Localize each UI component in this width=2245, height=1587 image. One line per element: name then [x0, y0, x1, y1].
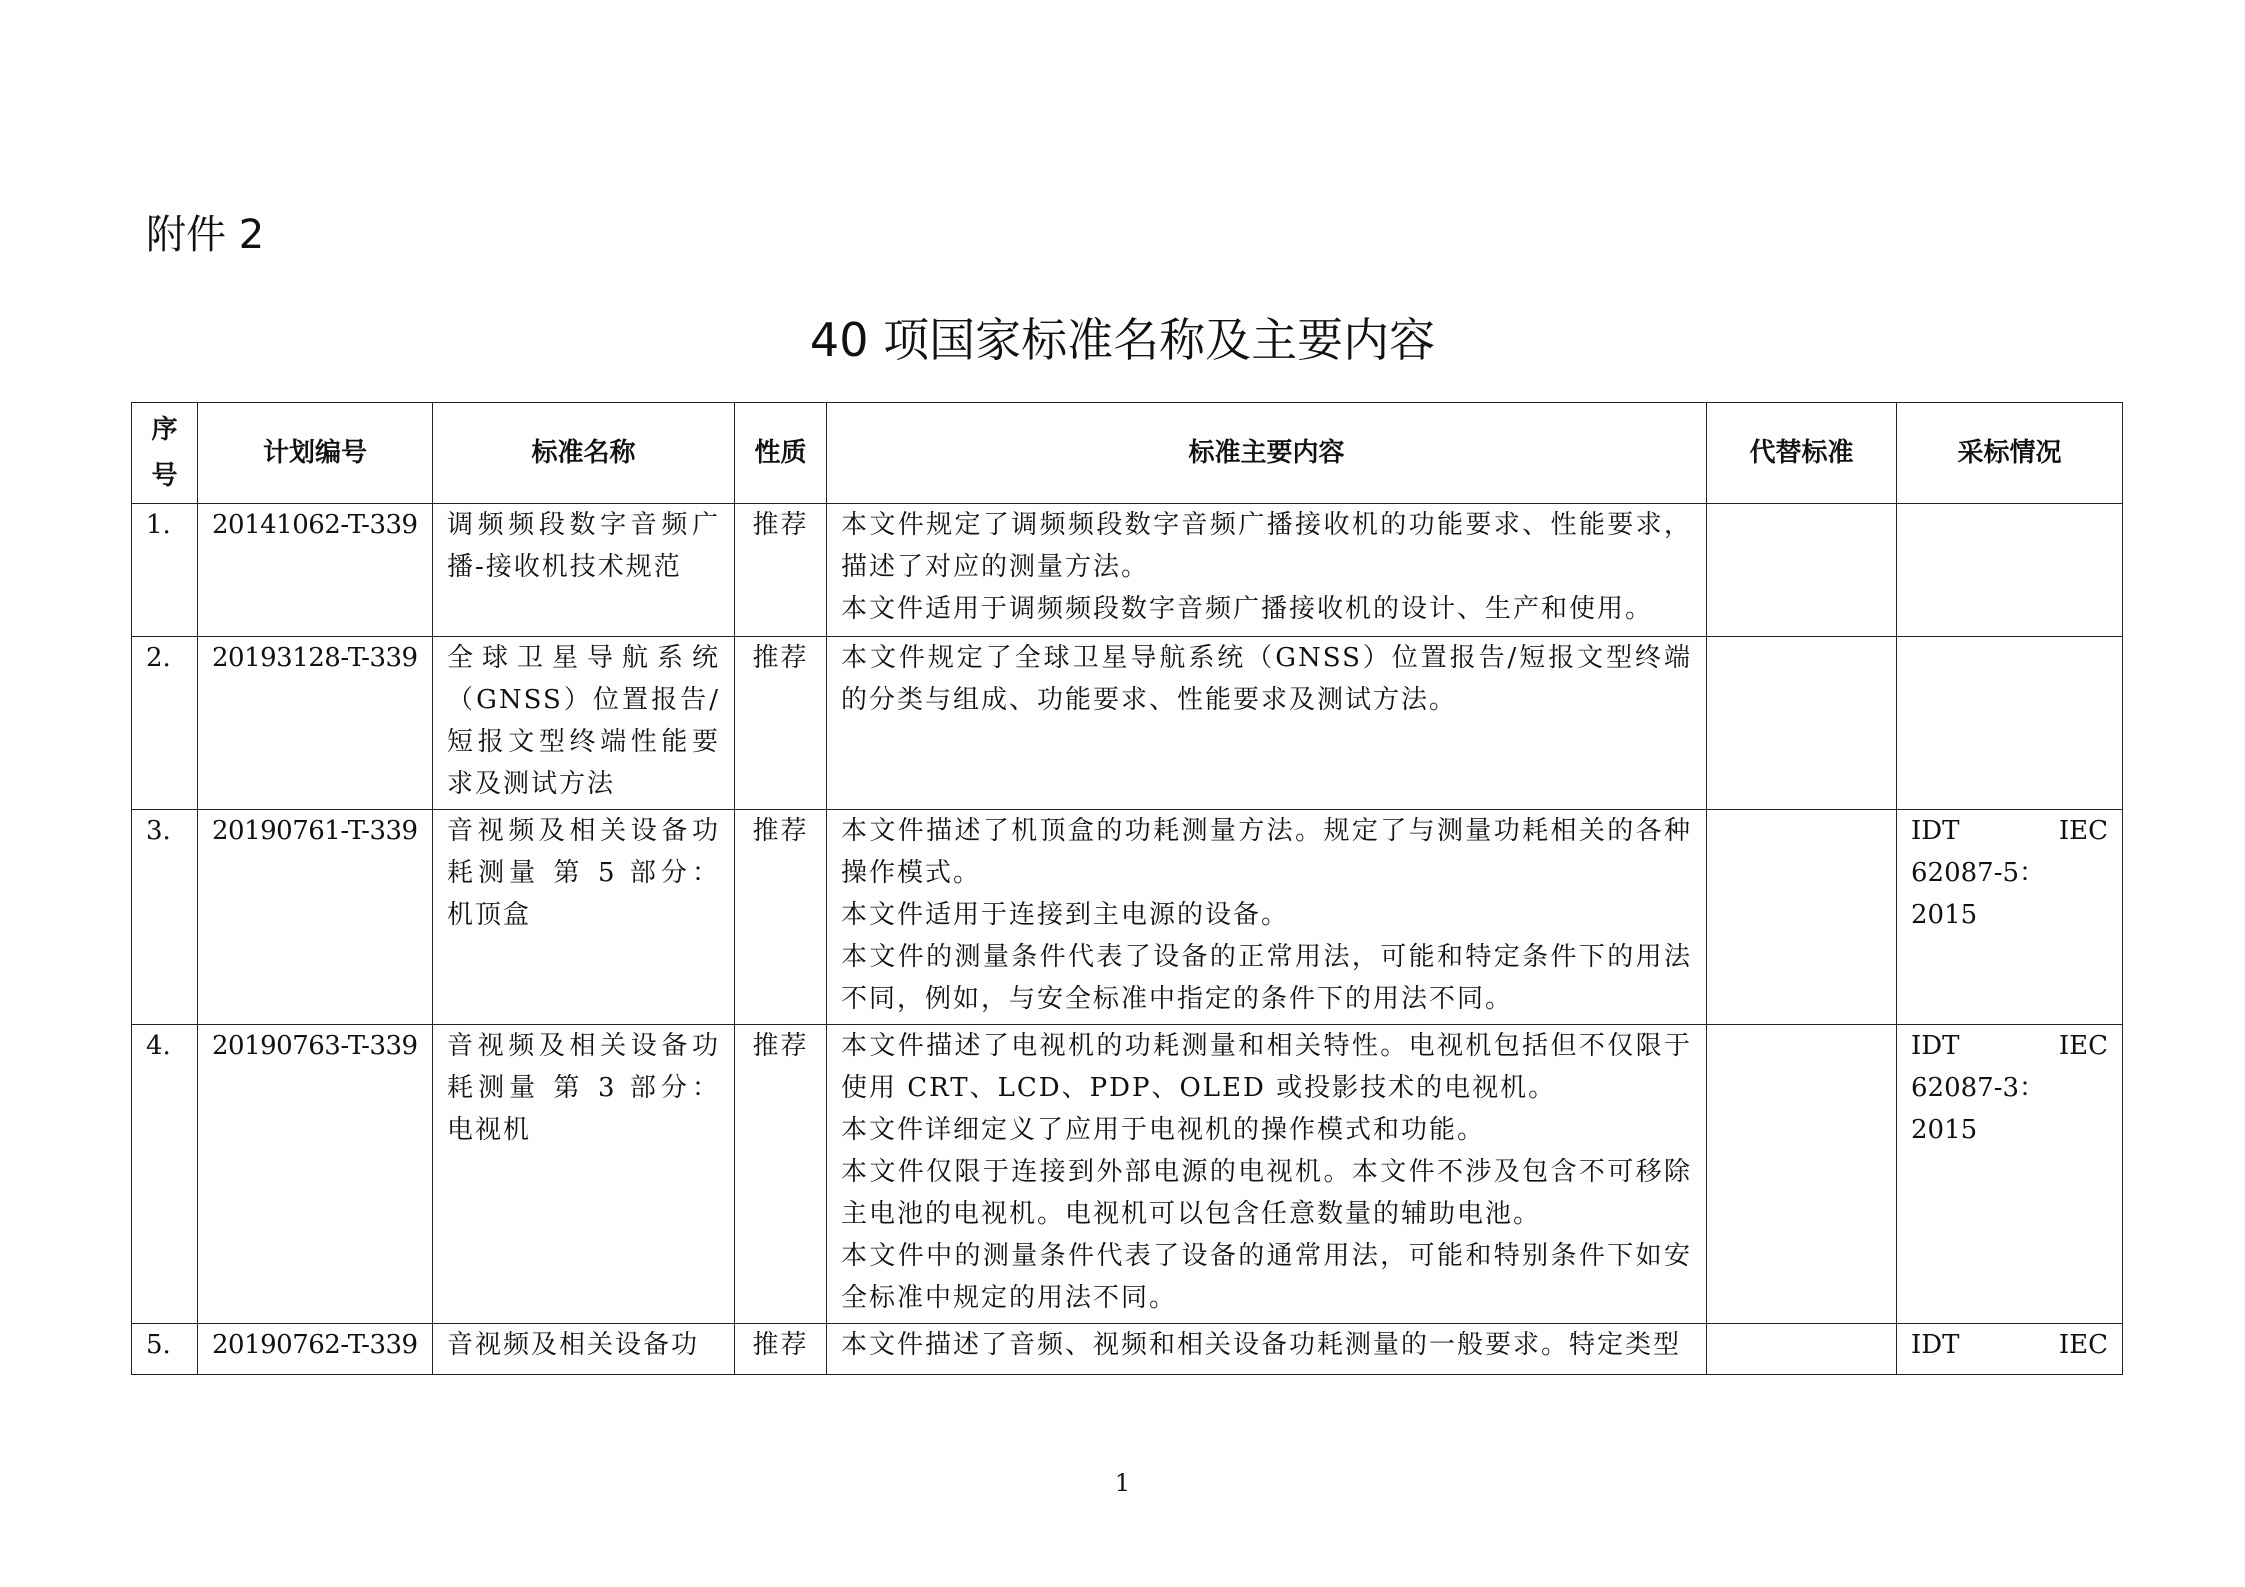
cell-name: 调频频段数字音频广播-接收机技术规范: [433, 504, 735, 637]
header-adoption: 采标情况: [1897, 403, 2123, 504]
table-row: [132, 504, 2123, 637]
cell-no: 1.: [132, 504, 198, 637]
content-paragraph: 本文件规定了全球卫星导航系统（GNSS）位置报告/短报文型终端的分类与组成、功能要求、性能要求及测试方法。: [841, 643, 1692, 715]
adoption-line: [1911, 810, 2108, 852]
cell-content: [827, 504, 1707, 637]
content-paragraph: 本文件的测量条件代表了设备的正常用法，可能和特定条件下的用法不同，例如，与安全标准中指定的条件下的用法不同。: [841, 942, 1692, 1014]
cell-replaces: [1707, 1025, 1897, 1324]
table-row: [132, 1025, 2123, 1324]
attachment-label: 附件 2: [146, 212, 265, 258]
adoption-org: IEC: [2058, 1031, 2108, 1061]
cell-no: 4.: [132, 1025, 198, 1324]
content-paragraph: 本文件描述了电视机的功耗测量和相关特性。电视机包括但不仅限于使用 CRT、LCD、PDP、OLED 或投影技术的电视机。: [841, 1031, 1692, 1103]
cell-nature: 推荐: [735, 637, 827, 810]
cell-no: 3.: [132, 810, 198, 1025]
header-content: 标准主要内容: [827, 403, 1707, 504]
cell-nature: 推荐: [735, 1324, 827, 1375]
cell-plan-no: 20190761-T-339: [198, 810, 433, 1025]
document-title: 40 项国家标准名称及主要内容: [809, 313, 1436, 367]
cell-adoption: [1897, 1324, 2123, 1375]
cell-adoption: [1897, 1025, 2123, 1324]
standards-table: [131, 402, 2123, 1375]
cell-replaces: [1707, 637, 1897, 810]
cell-adoption: [1897, 810, 2123, 1025]
cell-plan-no: 20141062-T-339: [198, 504, 433, 637]
table-row: [132, 1324, 2123, 1375]
table-row: [132, 810, 2123, 1025]
cell-content: [827, 1324, 1707, 1375]
content-paragraph: 本文件详细定义了应用于电视机的操作模式和功能。: [841, 1115, 1486, 1145]
header-name: 标准名称: [433, 403, 735, 504]
cell-nature: 推荐: [735, 504, 827, 637]
content-paragraph: 本文件适用于调频频段数字音频广播接收机的设计、生产和使用。: [841, 594, 1654, 624]
cell-plan-no: 20190763-T-339: [198, 1025, 433, 1324]
content-paragraph: 本文件规定了调频频段数字音频广播接收机的功能要求、性能要求，描述了对应的测量方法。: [841, 510, 1692, 582]
table-header-row: [132, 403, 2123, 504]
cell-no: 2.: [132, 637, 198, 810]
cell-adoption: [1897, 637, 2123, 810]
header-seq-line2: 号: [151, 461, 178, 491]
adoption-org: IEC: [2058, 816, 2108, 846]
cell-nature: 推荐: [735, 1025, 827, 1324]
content-paragraph: 本文件仅限于连接到外部电源的电视机。本文件不涉及包含不可移除主电池的电视机。电视机可以包含任意数量的辅助电池。: [841, 1157, 1692, 1229]
cell-replaces: [1707, 1324, 1897, 1375]
content-paragraph: 本文件描述了音频、视频和相关设备功耗测量的一般要求。特定类型: [841, 1330, 1682, 1360]
header-replaces: 代替标准: [1707, 403, 1897, 504]
content-paragraph: 本文件适用于连接到主电源的设备。: [841, 900, 1290, 930]
cell-content: [827, 1025, 1707, 1324]
cell-name: 音视频及相关设备功: [433, 1324, 735, 1375]
cell-nature: 推荐: [735, 810, 827, 1025]
cell-name: 音视频及相关设备功耗测量 第 3 部分：电视机: [433, 1025, 735, 1324]
cell-plan-no: 20190762-T-339: [198, 1324, 433, 1375]
cell-content: [827, 810, 1707, 1025]
adoption-standard: 62087-3：2015: [1911, 1073, 2046, 1145]
cell-replaces: [1707, 504, 1897, 637]
content-paragraph: 本文件描述了机顶盒的功耗测量方法。规定了与测量功耗相关的各种操作模式。: [841, 816, 1692, 888]
adoption-type: IDT: [1911, 816, 1960, 846]
cell-adoption: [1897, 504, 2123, 637]
adoption-org: IEC: [2058, 1330, 2108, 1360]
page-number: 1: [1114, 1469, 1131, 1497]
cell-name: 音视频及相关设备功耗测量 第 5 部分：机顶盒: [433, 810, 735, 1025]
table-row: [132, 637, 2123, 810]
header-plan-no: 计划编号: [198, 403, 433, 504]
cell-plan-no: 20193128-T-339: [198, 637, 433, 810]
header-nature: 性质: [735, 403, 827, 504]
adoption-type: IDT: [1911, 1031, 1960, 1061]
content-paragraph: 本文件中的测量条件代表了设备的通常用法，可能和特别条件下如安全标准中规定的用法不同。: [841, 1241, 1692, 1313]
adoption-line: [1911, 1025, 2108, 1067]
cell-content: [827, 637, 1707, 810]
header-seq-line1: 序: [151, 415, 178, 445]
cell-name: 全球卫星导航系统（GNSS）位置报告/短报文型终端性能要求及测试方法: [433, 637, 735, 810]
adoption-standard: 62087-5：2015: [1911, 858, 2046, 930]
header-seq: [132, 403, 198, 504]
adoption-type: IDT: [1911, 1330, 1960, 1360]
adoption-line: [1911, 1324, 2108, 1366]
cell-replaces: [1707, 810, 1897, 1025]
cell-no: 5.: [132, 1324, 198, 1375]
